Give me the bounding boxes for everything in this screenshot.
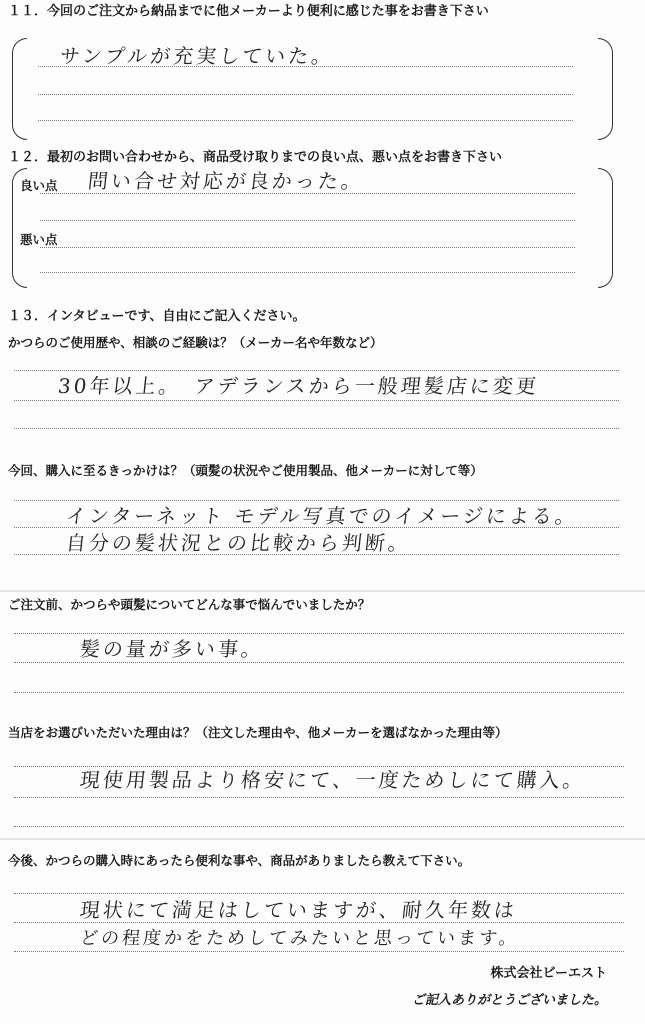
bad-point-label: 悪い点 [20, 232, 58, 247]
answer-line [14, 797, 624, 798]
q13-heading: １３．インタビューです、自由にご記入ください。 [8, 309, 306, 324]
answer-line [14, 554, 619, 555]
answer-line [14, 428, 619, 429]
answer-line [40, 193, 575, 194]
interview-question: 今回、購入に至るきっかけは？（頭髪の状況やご使用製品、他メーカーに対して等） [8, 463, 483, 478]
answer-line [14, 500, 619, 501]
paper-fold [0, 590, 645, 592]
company-name: 株式会社ビーエスト [490, 966, 607, 981]
answer-line [14, 370, 619, 371]
answer-line [14, 527, 619, 528]
answer-line [14, 633, 624, 634]
interview-answer: 自分の髪状況との比較から判断。 [64, 531, 413, 555]
interview-answer: どの程度かをためしてみたいと思っています。 [78, 928, 521, 949]
answer-line [40, 220, 575, 221]
interview-question: ご注文前、かつらや頭髪についてどんな事で悩んでいましたか？ [8, 597, 371, 612]
interview-answer: 髪の量が多い事。 [78, 637, 266, 661]
bracket-left [12, 38, 27, 140]
interview-question: 当店をお選びいただいた理由は？（注文した理由や、他メーカーを選ばなかった理由等） [8, 725, 508, 740]
answer-line [14, 662, 624, 663]
answer-line [40, 272, 575, 273]
answer-line [38, 120, 573, 121]
q11-heading: １１．今回のご注文から納品までに他メーカーより便利に感じた事をお書き下さい [8, 4, 489, 19]
interview-question: 今後、かつらの購入時にあったら便利な事や、商品がありましたら教えて下さい。 [8, 853, 471, 868]
good-point-label: 良い点 [20, 178, 58, 193]
answer-line [38, 94, 573, 95]
thank-you-message: ご記入ありがとうございました。 [411, 993, 607, 1008]
answer-line [40, 247, 575, 248]
q12-heading: １２．最初のお問い合わせから、商品受け取りまでの良い点、悪い点をお書き下さい [8, 150, 503, 165]
good-point-answer: 問い合せ対応が良かった。 [86, 169, 366, 193]
paper-fold [0, 838, 645, 840]
answer-line [14, 922, 624, 923]
answer-line [14, 692, 624, 693]
interview-answer: 現使用製品より格安にて、一度ためしにて購入。 [78, 768, 587, 792]
answer-line [38, 66, 573, 67]
answer-line [14, 951, 624, 952]
interview-answer: 30年以上。 アデランスから一般理髪店に変更 [56, 374, 541, 398]
interview-question: かつらのご使用歴や、相談のご経験は？（メーカー名や年数など） [8, 335, 383, 350]
interview-answer: インターネット モデル写真でのイメージによる。 [64, 504, 580, 528]
bracket-right [598, 168, 613, 288]
interview-answer: 現状にて満足はしていますが、耐久年数は [78, 898, 519, 922]
bracket-right [598, 38, 613, 140]
answer-line [14, 893, 624, 894]
answer-line [14, 400, 619, 401]
answer-line [14, 766, 624, 767]
answer-line [14, 826, 624, 827]
q11-answer: サンプルが充実していた。 [58, 44, 336, 68]
